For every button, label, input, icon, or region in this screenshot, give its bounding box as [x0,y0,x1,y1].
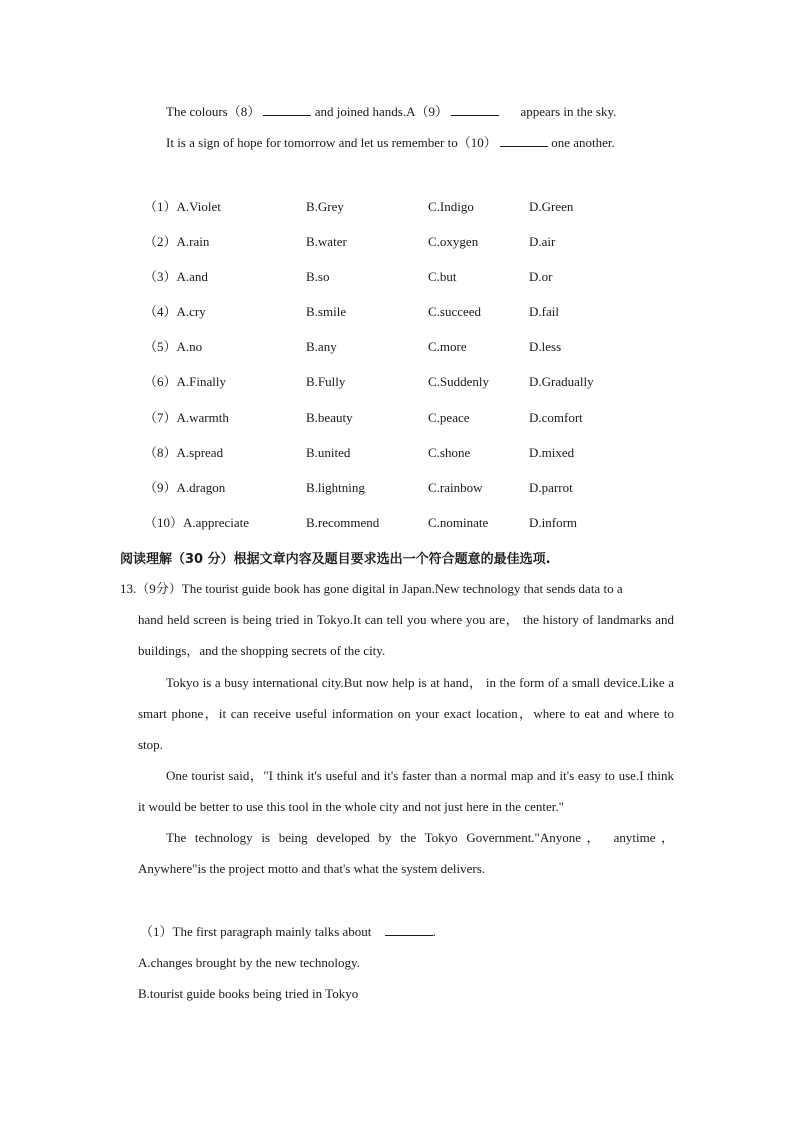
option-d: D.inform [529,515,578,530]
poem-line-1-part-c: appears in the sky. [520,104,617,119]
option-b: B.so [306,269,330,284]
option-row [144,338,664,356]
passage-paragraph-2: Tokyo is a busy international city.But now help is at hand， in the form of a small device.Like a smart phone，it can receive useful information on your exact location，where to eat and where to stop. [138,675,674,752]
question-13-first-line [120,580,676,598]
option-c: C.nominate [428,515,489,530]
option-d: D.Green [529,199,574,214]
option-row [144,479,664,497]
poem-line-1 [166,103,616,121]
option-c: C.succeed [428,304,482,319]
option-d: D.or [529,269,553,284]
option-row [144,303,664,321]
blank-8 [263,103,311,116]
option-d: D.air [529,234,556,249]
option-row [144,373,664,391]
option-c: C.Indigo [428,199,474,214]
option-a: （2）A.rain [144,234,210,249]
question-1-period: . [432,924,436,939]
option-b: B.beauty [306,410,353,425]
option-b: B.recommend [306,515,380,530]
option-row [144,444,664,462]
poem-line-2 [166,134,615,152]
question-1-stem [140,923,436,941]
option-c: C.more [428,339,467,354]
option-d: D.comfort [529,410,583,425]
poem-line-1-part-a: The colours（8） [166,104,261,119]
option-a: （9）A.dragon [144,480,226,495]
passage-paragraph-3: One tourist said，"I think it's useful and it's faster than a normal map and it's easy to use.I think it would be better to use this tool in the whole city and not just here in the center." [138,768,674,814]
option-a: （7）A.warmth [144,410,229,425]
option-a: （10）A.appreciate [144,515,250,530]
option-d: D.less [529,339,562,354]
option-c: C.Suddenly [428,374,490,389]
option-row [144,233,664,251]
blank-10 [500,134,548,147]
option-a: （3）A.and [144,269,208,284]
option-b: B.lightning [306,480,365,495]
option-a: （5）A.no [144,339,203,354]
option-b: B.Grey [306,199,344,214]
option-b: B.Fully [306,374,346,389]
poem-line-2-part-a: It is a sign of hope for tomorrow and let us remember to（10） [166,135,497,150]
option-c: C.shone [428,445,471,460]
option-a: （6）A.Finally [144,374,226,389]
option-d: D.parrot [529,480,573,495]
option-c: C.oxygen [428,234,479,249]
option-b: B.smile [306,304,347,319]
option-row [144,268,664,286]
question-1-text: （1）The first paragraph mainly talks about [140,924,372,939]
poem-line-2-part-b: one another. [551,135,615,150]
option-a: （8）A.spread [144,445,224,460]
option-b: B.water [306,234,347,249]
option-c: C.but [428,269,457,284]
option-d: D.Gradually [529,374,594,389]
passage-paragraph-4: The technology is being developed by the Tokyo Government."Anyone， anytime， Anywhere"is the project motto and that's what the system delivers. [138,830,674,876]
question-1-blank [385,923,433,936]
blank-9 [451,103,499,116]
option-c: C.rainbow [428,480,483,495]
question-1-option-b: B.tourist guide books being tried in Tokyo [138,986,359,1001]
passage-paragraph-1: hand held screen is being tried in Tokyo.It can tell you where you are， the history of landmarks and buildings，and the shopping secrets of the city. [138,612,674,658]
question-number: 13.（9分） [120,581,182,596]
option-a: （4）A.cry [144,304,206,319]
option-b: B.united [306,445,351,460]
option-d: D.mixed [529,445,575,460]
poem-line-1-part-b: and joined hands.A（9） [314,104,448,119]
passage-first-line: The tourist guide book has gone digital in Japan.New technology that sends data to a [181,581,623,596]
option-c: C.peace [428,410,470,425]
question-1-option-a: A.changes brought by the new technology. [138,955,360,970]
option-a: （1）A.Violet [144,199,221,214]
option-row [144,409,664,427]
section-heading: 阅读理解（30 分）根据文章内容及题目要求选出一个符合题意的最佳选项. [120,552,551,567]
option-d: D.fail [529,304,559,319]
option-row [144,198,664,216]
option-b: B.any [306,339,337,354]
option-row [144,514,664,532]
